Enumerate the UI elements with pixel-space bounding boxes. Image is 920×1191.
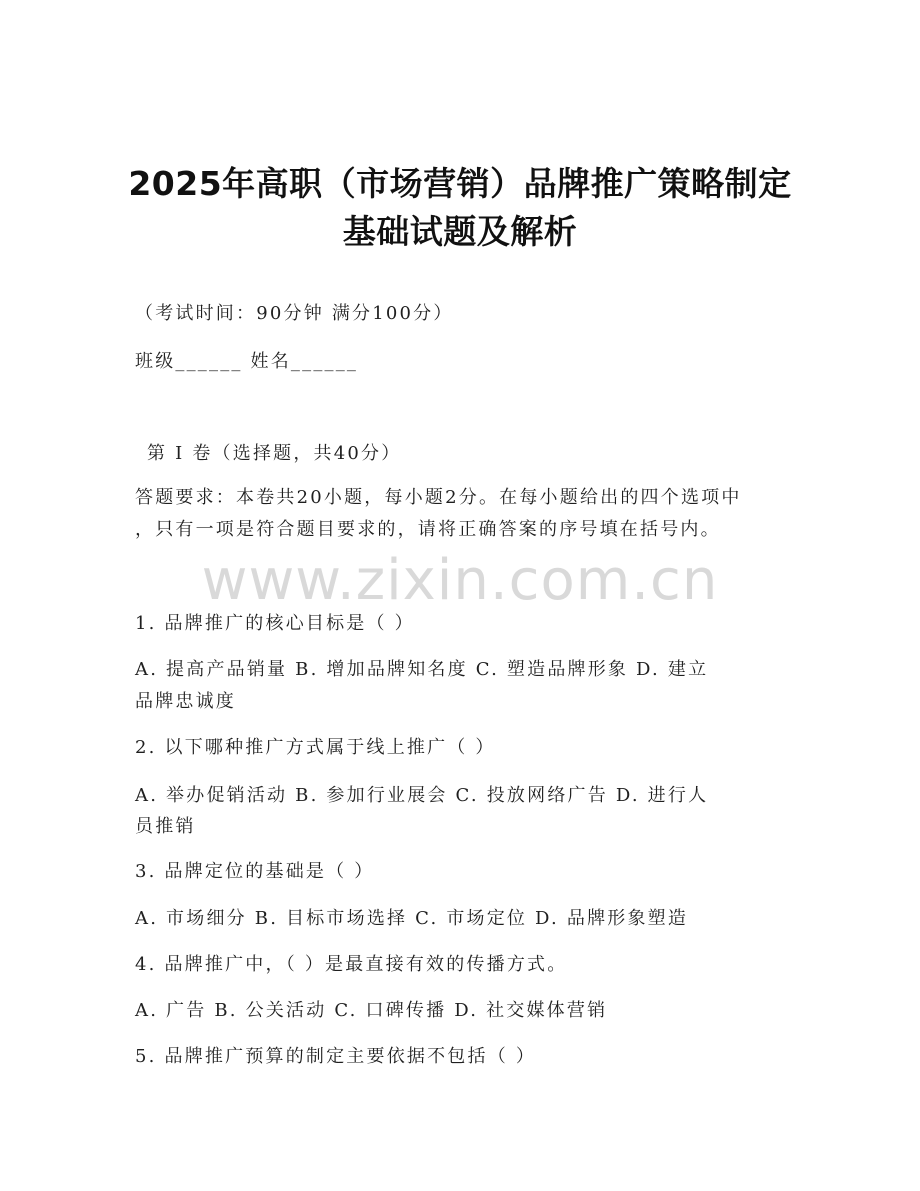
question-3-stem: 3. 品牌定位的基础是（ ）	[135, 861, 375, 882]
question-1-options-line-2: 品牌忠诚度	[135, 691, 236, 712]
question-2-options-line-2: 员推销	[135, 816, 196, 837]
question-2-stem: 2. 以下哪种推广方式属于线上推广（ ）	[135, 737, 496, 758]
question-4-stem: 4. 品牌推广中，（ ）是最直接有效的传播方式。	[135, 954, 568, 975]
instructions-line-1: 答题要求：本卷共20小题，每小题2分。在每小题给出的四个选项中	[135, 487, 742, 508]
watermark: www.zixin.com.cn	[201, 548, 719, 613]
document-title-line-2: 基础试题及解析	[342, 212, 578, 251]
class-name-fields: 班级______ 姓名______	[135, 351, 359, 372]
question-3-options-line-1: A. 市场细分 B. 目标市场选择 C. 市场定位 D. 品牌形象塑造	[135, 908, 689, 929]
document-title-line-1: 2025年高职（市场营销）品牌推广策略制定	[128, 164, 792, 203]
question-5-stem: 5. 品牌推广预算的制定主要依据不包括（ ）	[135, 1046, 537, 1067]
exam-info: （考试时间：90分钟 满分100分）	[135, 303, 454, 324]
question-1-stem: 1. 品牌推广的核心目标是（ ）	[135, 613, 415, 634]
instructions-line-2: ，只有一项是符合题目要求的，请将正确答案的序号填在括号内。	[135, 519, 721, 540]
question-2-options-line-1: A. 举办促销活动 B. 参加行业展会 C. 投放网络广告 D. 进行人	[135, 785, 709, 806]
section-header: 第 I 卷（选择题，共40分）	[147, 443, 402, 464]
question-1-options-line-1: A. 提高产品销量 B. 增加品牌知名度 C. 塑造品牌形象 D. 建立	[135, 659, 709, 680]
question-4-options-line-1: A. 广告 B. 公关活动 C. 口碑传播 D. 社交媒体营销	[135, 1000, 608, 1021]
